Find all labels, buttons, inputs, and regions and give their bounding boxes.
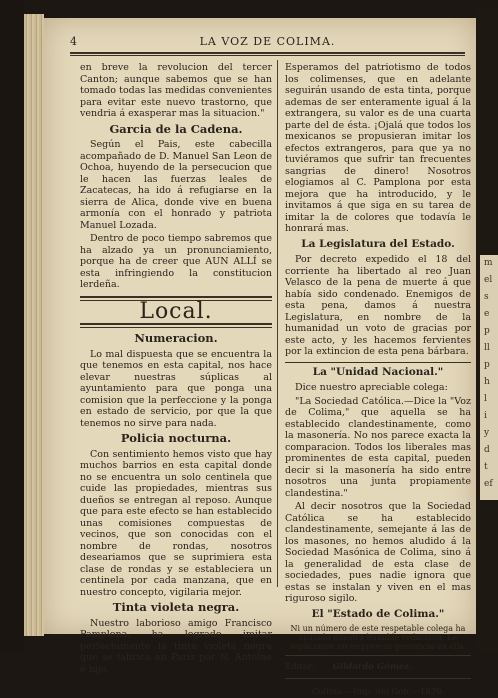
facing-page-fragment: l [480, 391, 498, 408]
header-rule [70, 52, 465, 54]
page-edges [24, 14, 44, 636]
article-paragraph: Dice nuestro apreciable colega: [285, 382, 471, 394]
article-paragraph: en breve la revolucion del tercer Canton; aunque sabemos que se han tomado todas las medidas convenientes para evitar este nuevo trastorno, que vendria á exasperar mas la situacion." [80, 62, 272, 120]
section-title-local: Local. [80, 306, 272, 318]
book-binding-left [0, 0, 24, 652]
facing-page-fragment: p [480, 357, 498, 374]
facing-page-fragment: ll [480, 340, 498, 357]
article-paragraph: Por decreto expedido el 18 del corriente ha libertado al reo Juan Velasco de la pena de muerte á que había sido condenado. Enemigos de esta pena, damos á nuestra Legislatura, en nombre de la humanidad un voto de gracias por este acto, y les hacemos fervientes por la extincion de esta pena bárbara. [285, 254, 471, 358]
article-paragraph: "La Sociedad Católica.—Dice la "Voz de Colima," que aquella se ha establecido clandestinamente, como la masonería. No nos parece exacta la comparacion. Todos los liberales mas prominentes de esta capital, pueden decir si la masonería ha sido entre nosotros una junta propiamente clandestina." [285, 396, 471, 500]
article-paragraph: Con sentimiento hemos visto que hay muchos barrios en esta capital donde no se encuentra un solo centinela que cuide las propiedades, mientras sus dueños se entregan al reposo. Aunque que para este efecto se han establecido unas comisiones compuestas de vecinos, que son conocidas con el nombre de rondas, nosotros deseariamos que se suprimiera esta clase de rondas y se estableciera un centinela por cada manzana, que en nuestro concepto, vigilaria mejor. [80, 449, 272, 599]
article-heading: El "Estado de Colima." [285, 609, 471, 621]
article-heading: Tinta violeta negra. [80, 602, 272, 614]
left-column [80, 62, 272, 677]
facing-page-fragment: el [480, 272, 498, 289]
imprint-line: Colima.—Imp. del Gob.—1870. [285, 687, 471, 698]
facing-page-fragment: s [480, 289, 498, 306]
facing-page-fragment: y [480, 425, 498, 442]
article-paragraph: Lo mal dispuesta que se encuentra la que tenemos en esta capital, nos hace elevar nuestras súplicas al ayuntamiento para que ponga una comision que la perfeccione y la ponga en estado de servicio, por que la que tenemos no sirve para nada. [80, 349, 272, 430]
facing-page-fragment: p [480, 323, 498, 340]
section-rule [80, 323, 272, 328]
editor-label: Editor: [285, 662, 330, 674]
article-rule [285, 362, 471, 363]
article-note: Ni un número de este respetable colega ha visitado nuestra humilde redaccion. Le suplicamos no esquive su presencia en ella. [285, 624, 471, 651]
article-paragraph: Nuestro laborioso amigo Francisco Pamplona, ha logrado imitar perfectamente la tinta violeta negra que se fabrica en Paris por N. Antoine é hijo. [80, 618, 272, 676]
article-paragraph: Dentro de poco tiempo sabremos que ha alzado ya un pronunciamiento, porque ha de creer que AUN ALLÍ se esta infringiendo la constitucion lerdeña. [80, 233, 272, 291]
facing-page-fragment: ef [480, 476, 498, 493]
facing-page-fragment: d [480, 442, 498, 459]
right-column [285, 62, 471, 698]
column-divider [277, 60, 278, 587]
facing-page-fragment: e [480, 306, 498, 323]
article-paragraph: Al decir nosotros que la Sociedad Católica se ha establecido clandestinamente, semejante á las de los masones, no hemos aludido á la Sociedad Masónica de Colima, sino á la generalidad de esta clase de sociedades, pues nadie ignora que estas se instalan y viven en el mas riguroso sigilo. [285, 501, 471, 605]
footer-rule [285, 655, 471, 656]
footer-rule [285, 678, 471, 679]
article-heading: Garcia de la Cadena. [80, 124, 272, 136]
newspaper-title: LA VOZ DE COLIMA. [70, 35, 465, 48]
facing-page-fragment: t [480, 459, 498, 476]
editor-line [285, 662, 471, 674]
article-paragraph: Según el Pais, este cabecilla acompañado de D. Manuel San Leon de Ochoa, huyendo de la persecucion que le hacen las fuerzas leales de Zacatecas, ha ido á refugiarse en la sierra de Alica, donde vive en buena armonía con el honrado y patriota Manuel Lozada. [80, 139, 272, 231]
editor-name: Gildardo Gómez. [333, 662, 412, 672]
article-heading: Policia nocturna. [80, 433, 272, 445]
facing-page-edge [480, 255, 498, 500]
page-number: 4 [70, 35, 77, 48]
article-paragraph: Esperamos del patriotismo de todos los colimenses, que en adelante seguirán usando de esta tinta, porque ademas de ser enteramente igual á la extrangera, su valor es de una cuarta parte del de ésta. ¡Ojalá que todos los mexicanos se propusieran imitar los efectos extrangeros, para que ya no tuviéramos que sufrir tan frecuentes sangrias de dinero! Nosotros elogiamos al C. Pamplona por esta mejora que ha introducido, y le invitamos á que siga en su tarea de imitar la de colores que todavía le honrará mas. [285, 62, 471, 235]
article-heading: La "Unidad Nacional." [285, 367, 471, 379]
article-heading: La Legislatura del Estado. [285, 239, 471, 251]
facing-page-fragment: h [480, 374, 498, 391]
facing-page-fragment: i [480, 408, 498, 425]
facing-page-fragment: m [480, 255, 498, 272]
page-header [70, 32, 465, 52]
article-heading: Numeracion. [80, 333, 272, 345]
header-rule-thin [70, 55, 465, 56]
